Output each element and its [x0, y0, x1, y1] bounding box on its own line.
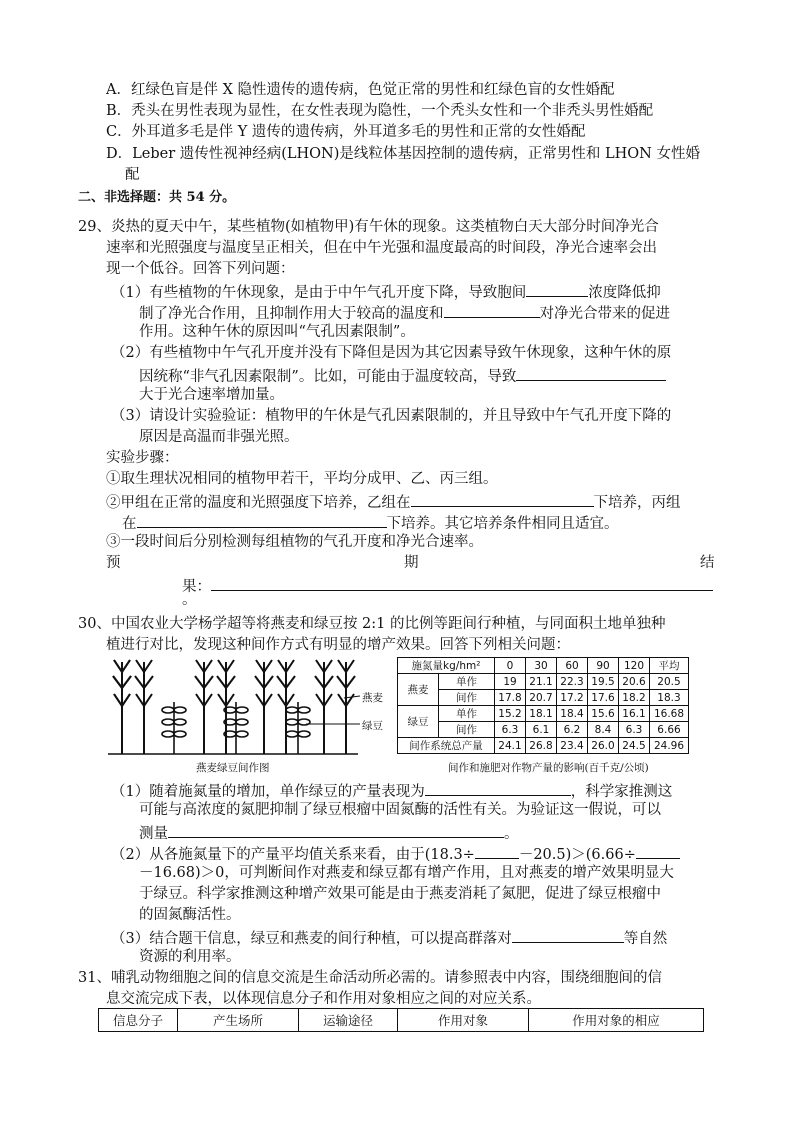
answer-blank[interactable] [444, 301, 540, 318]
table-cell: 20.6 [619, 674, 650, 690]
table-cell: 24.1 [495, 738, 526, 754]
q29-steps: 实验步骤： [106, 450, 179, 466]
table-cell: 平均 [650, 658, 689, 674]
q30-p2-line1: （2）从各施氮量下的产量平均值关系来看，由于(18.3÷ －20.5)＞(6.66÷ [111, 842, 680, 865]
q29-p3-line1: （3）请设计实验验证：植物甲的午休是气孔因素限制的，并且导致中午气孔开度下降的 [111, 408, 672, 424]
table-cell: 22.3 [557, 674, 588, 690]
table-cell: 8.4 [588, 722, 619, 738]
option-d: D．Leber 遗传性视神经病(LHON)是线粒体基因控制的遗传病，正常男性和 LHON 女性婚 [106, 146, 700, 162]
table-cell: 21.1 [526, 674, 557, 690]
answer-blank[interactable] [137, 511, 387, 528]
answer-blank[interactable] [168, 821, 504, 838]
yield-table [397, 657, 689, 754]
table-cell: 15.6 [588, 706, 619, 722]
label-bean: 绿豆 [362, 720, 383, 732]
table-cell: 30 [526, 658, 557, 674]
table-cell: 6.3 [495, 722, 526, 738]
q29-p2-line2: 因统称“非气孔因素限制”。比如，可能由于温度较高，导致 [139, 364, 666, 387]
table-cell: 15.2 [495, 706, 526, 722]
q29-p2-line1: （2）有些植物中午气孔开度并没有下降但是因为其它因素导致午休现象，这种午休的原 [111, 345, 672, 361]
q29-line1: 29、炎热的夏天中午，某些植物(如植物甲)有午休的现象。这类植物白天大部分时间净光合 [78, 219, 659, 235]
table-cell: 6.2 [557, 722, 588, 738]
table-cell: 26.0 [588, 738, 619, 754]
answer-blank[interactable] [512, 926, 624, 943]
table-cell: 作用对象 [398, 1009, 529, 1032]
option-d-cont: 配 [125, 167, 140, 183]
table-cell: 绿豆 [398, 706, 439, 738]
answer-blank[interactable] [516, 364, 666, 381]
q29-dot: 。 [182, 592, 197, 608]
answer-blank[interactable] [211, 574, 713, 591]
q30-p1-line2: 可能与高浓度的氮肥抑制了绿豆根瘤中固氮酶的活性有关。为验证这一假说，可以 [139, 802, 661, 818]
answer-blank[interactable] [526, 280, 588, 297]
table-cell: 26.8 [526, 738, 557, 754]
table-row [398, 706, 689, 722]
table-cell: 运输途径 [299, 1009, 398, 1032]
table-header-row [99, 1009, 704, 1032]
table-cell: 间作 [439, 690, 495, 706]
q30-p2-line2: －16.68)＞0，可判断间作对燕麦和绿豆都有增产作用，且对燕麦的增产效果明显大 [139, 865, 674, 881]
table-row [398, 690, 689, 706]
table-cell: 24.5 [619, 738, 650, 754]
table-cell: 60 [557, 658, 588, 674]
table-cell: 20.7 [526, 690, 557, 706]
table-row [398, 722, 689, 738]
table-cell: 16.68 [650, 706, 689, 722]
table-cell: 0 [495, 658, 526, 674]
q29-p2-line3: 大于光合速率增加量。 [139, 387, 284, 403]
table-cell: 17.2 [557, 690, 588, 706]
q29-step2-cont: 在 下培养。其它培养条件相同且适宜。 [122, 511, 619, 534]
table-header-row [398, 658, 689, 674]
q31-line2: 息交流完成下表，以体现信息分子和作用对象相应之间的对应关系。 [106, 991, 541, 1007]
table-cell: 18.3 [650, 690, 689, 706]
answer-blank[interactable] [425, 779, 571, 796]
table-cell: 24.96 [650, 738, 689, 754]
q29-step3: ③一段时间后分别检测每组植物的气孔开度和净光合速率。 [106, 534, 483, 550]
bean-row [162, 702, 310, 754]
table-cell: 17.8 [495, 690, 526, 706]
table-cell: 间作 [439, 722, 495, 738]
q29-predict-2: 期 [404, 555, 419, 571]
answer-blank[interactable] [411, 490, 594, 507]
table-cell: 作用对象的相应 [529, 1009, 704, 1032]
q29-line2: 速率和光照强度与温度呈正相关，但在中午光强和温度最高的时间段，净光合速率会出 [106, 240, 657, 256]
table-total-row [398, 738, 689, 754]
q30-p2-line4: 的固氮酶活性。 [139, 907, 241, 923]
table-cell: 19.5 [588, 674, 619, 690]
section-heading: 二、非选择题：共 54 分。 [78, 190, 236, 205]
q31-line1: 31、哺乳动物细胞之间的信息交流是生命活动所必需的。请参照表中内容，围绕细胞间的信 [78, 970, 662, 986]
q29-p3-line2: 原因是高温而非强光照。 [139, 429, 299, 445]
q29-predict-1: 预 [106, 555, 121, 571]
table-cell: 单作 [439, 706, 495, 722]
q30-line2: 植进行对比，发现这种间作方式有明显的增产效果。回答下列相关问题： [106, 637, 570, 653]
table-cell: 产生场所 [178, 1009, 299, 1032]
table-row [398, 674, 689, 690]
q30-p3-line1: （3）结合题干信息，绿豆和燕麦的间行种植，可以提高群落对 等自然 [111, 926, 667, 949]
answer-blank[interactable] [475, 842, 519, 859]
info-table [98, 1008, 704, 1032]
q29-p1-line2: 制了净光合作用，且抑制作用大于较高的温度和 对净光合带来的促进 [139, 301, 670, 324]
table-cell: 6.66 [650, 722, 689, 738]
table-cell: 信息分子 [99, 1009, 178, 1032]
q29-predict-4: 果： [182, 574, 713, 597]
q29-p1-line1: （1）有些植物的午休现象，是由于中午气孔开度下降，导致胞间 浓度降低抑 [111, 280, 661, 303]
table-caption: 间作和施肥对作物产量的影响(百千克/公顷) [448, 762, 649, 774]
q29-step2: ②甲组在正常的温度和光照强度下培养，乙组在 下培养，丙组 [106, 490, 681, 513]
table-cell: 16.1 [619, 706, 650, 722]
intercrop-figure [108, 654, 388, 760]
option-b: B．秃头在男性表现为显性，在女性表现为隐性，一个秃头女性和一个非秃头男性婚配 [106, 103, 654, 119]
q30-p1-line3: 测量 。 [139, 821, 519, 844]
table-cell: 19 [495, 674, 526, 690]
table-cell: 23.4 [557, 738, 588, 754]
q30-line1: 30、中国农业大学杨学超等将燕麦和绿豆按 2:1 的比例等距间行种植，与同面积土地单独种 [78, 616, 666, 632]
table-cell: 燕麦 [398, 674, 439, 706]
option-c: C．外耳道多毛是伴 Y 遗传的遗传病，外耳道多毛的男性和正常的女性婚配 [106, 124, 586, 140]
q30-p1-line1: （1）随着施氮量的增加，单作绿豆的产量表现为 ，科学家推测这 [111, 779, 672, 802]
table-cell: 6.3 [619, 722, 650, 738]
table-cell: 间作系统总产量 [398, 738, 495, 754]
option-a: A．红绿色盲是伴 X 隐性遗传的遗传病，色觉正常的男性和红绿色盲的女性婚配 [106, 82, 615, 98]
q29-line3: 现一个低谷。回答下列问题： [106, 261, 295, 277]
table-cell: 6.1 [526, 722, 557, 738]
table-cell: 18.2 [619, 690, 650, 706]
table-cell: 18.1 [526, 706, 557, 722]
table-cell: 120 [619, 658, 650, 674]
table-cell: 18.4 [557, 706, 588, 722]
table-cell: 20.5 [650, 674, 689, 690]
figure-caption: 燕麦绿豆间作图 [196, 762, 270, 774]
q29-step1: ①取生理状况相同的植物甲若干，平均分成甲、乙、丙三组。 [106, 471, 498, 487]
table-cell: 单作 [439, 674, 495, 690]
q30-p2-line3: 于绿豆。科学家推测这种增产效果可能是由于燕麦消耗了氮肥，促进了绿豆根瘤中 [139, 886, 661, 902]
q30-p3-line2: 资源的利用率。 [139, 949, 241, 965]
table-cell: 17.6 [588, 690, 619, 706]
table-cell: 90 [588, 658, 619, 674]
label-oat: 燕麦 [362, 692, 383, 704]
q29-p1-line3: 作用。这种午休的原因叫“气孔因素限制”。 [139, 324, 415, 340]
table-cell: 施氮量kg/hm² [398, 658, 495, 674]
answer-blank[interactable] [636, 842, 680, 859]
q29-predict-3: 结 [700, 555, 715, 571]
